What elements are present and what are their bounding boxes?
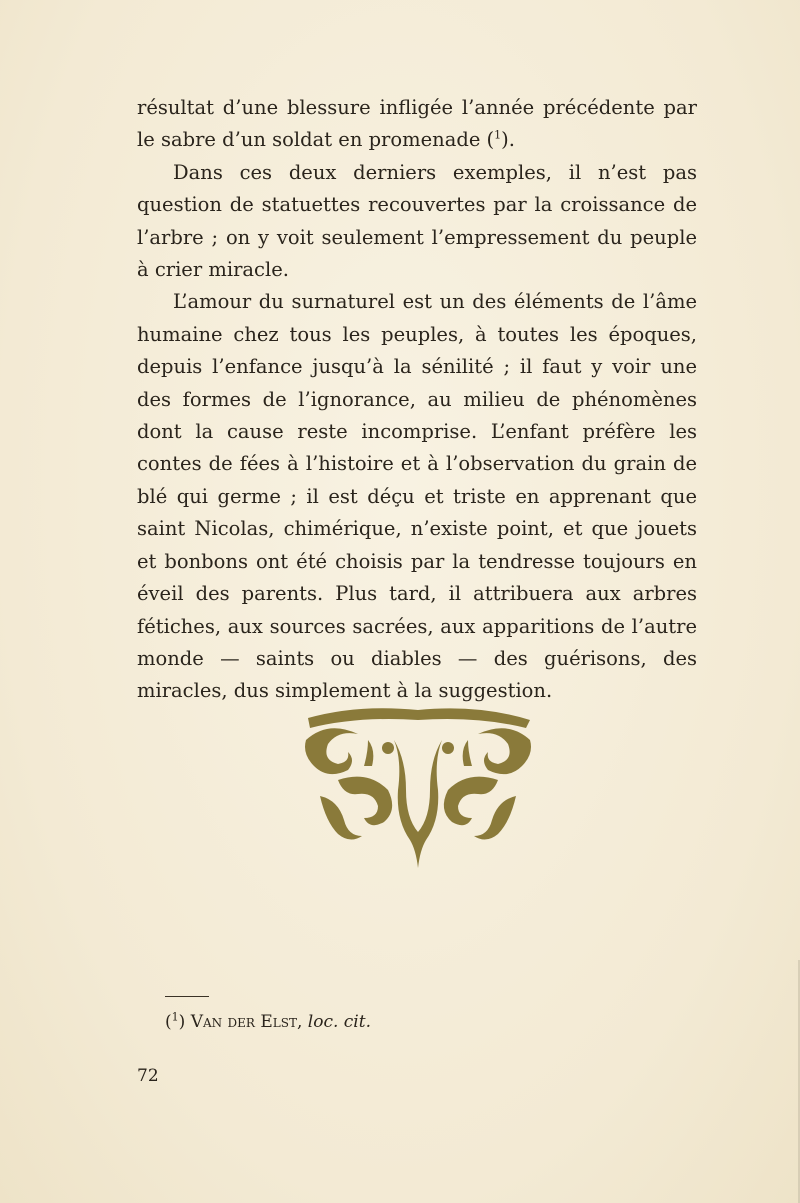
paragraph-1 (137, 92, 697, 157)
footnote-marker: 1 (171, 1010, 179, 1024)
body-text (137, 92, 697, 708)
footnote-separator: , (296, 1012, 308, 1032)
page-number: 72 (137, 1066, 159, 1086)
cul-de-lampe-ornament (298, 700, 538, 868)
footnote-citation: loc. cit. (307, 1012, 371, 1032)
paragraph-1-end: ). (501, 128, 515, 152)
paragraph-2: Dans ces deux derniers exemples, il n’est pas question de statuettes recouvertes par la croissance de l’arbre ; on y voit seulement l’empressement du peuple à crier miracle. (137, 160, 697, 282)
footnote-author: Van der Elst (190, 1012, 297, 1032)
paragraph-1-text: résultat d’une blessure infligée l’année précédente par le sabre d’un soldat en promenade ( (137, 96, 697, 152)
footnote-ref: 1 (494, 128, 502, 142)
paragraph-3: L’amour du surnaturel est un des éléments de l’âme humaine chez tous les peuples, à toutes les époques, depuis l’enfance jusqu’à la sénilité ; il faut y voir une des formes de l’ignorance, au milieu de phénomènes dont la cause reste incomprise. L’enfant préfère les contes de fées à l’histoire et à l’observation du grain de blé qui germe ; il est déçu et triste en apprenant que saint Nicolas, chimérique, n’existe point, et que jouets et bonbons ont été choisis par la tendresse toujours en éveil des parents. Plus tard, il attribuera aux arbres fétiches, aux sources sacrées, aux apparitions de l’autre monde — saints ou diables — des guérisons, des miracles, dus simplement à la suggestion. (137, 290, 697, 703)
footnote: ($^1$) Van der Elst, loc. cit. (165, 1010, 371, 1032)
footnote-rule (165, 996, 209, 997)
